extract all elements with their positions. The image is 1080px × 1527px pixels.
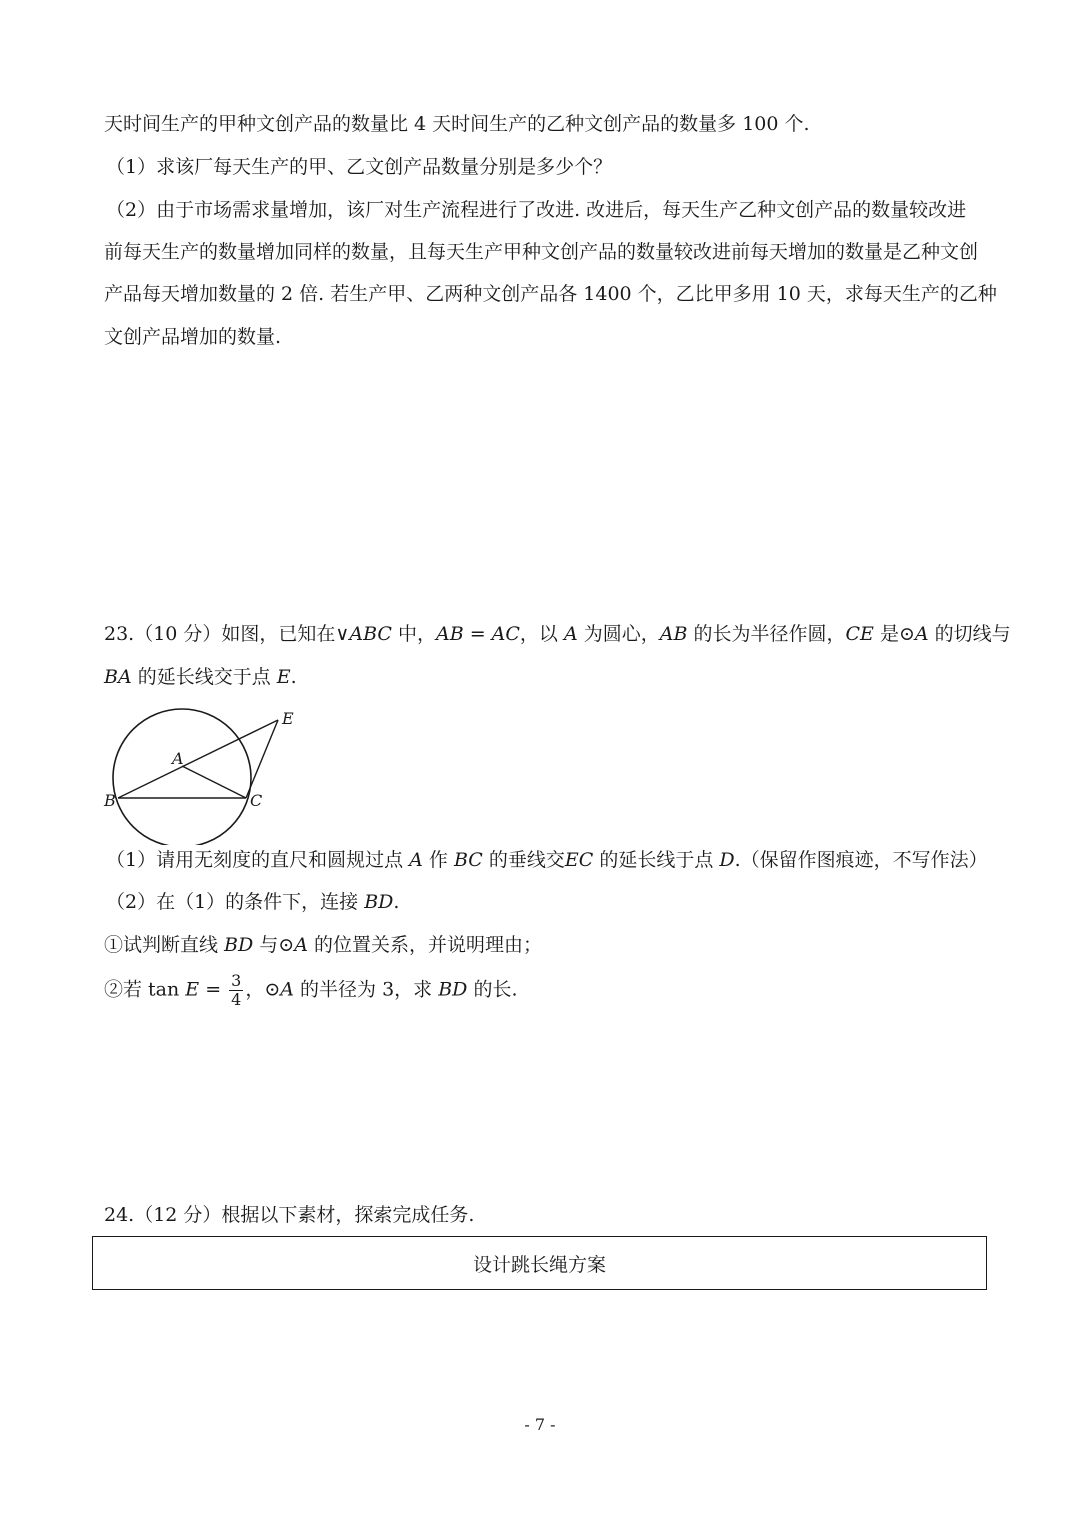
q22-part2-line2: 前每天生产的数量增加同样的数量，且每天生产甲种文创产品的数量较改进前每天增加的数量是乙种文创 — [104, 241, 979, 263]
q23-geometry-figure — [96, 700, 316, 845]
segment-be — [118, 720, 278, 798]
q22-part2-line3: 产品每天增加数量的 2 倍. 若生产甲、乙两种文创产品各 1400 个，乙比甲多用 10 天，求每天生产的乙种 — [104, 283, 997, 305]
q24-table-title: 设计跳长绳方案 — [472, 1253, 606, 1276]
page-number: - 7 - — [524, 1415, 556, 1434]
q23-stem-line2: BA 的延长线交于点 E. — [104, 666, 297, 688]
q24-stem: 24.（12 分）根据以下素材，探索完成任务. — [104, 1204, 475, 1226]
label-b: B — [104, 791, 116, 810]
q23-sub2: ②若 tan E = $\frac{3}{4}$ ，⊙A 的半径为 3，求 BD 的长. — [104, 971, 518, 1009]
q22-part2-line1: （2）由于市场需求量增加，该厂对生产流程进行了改进. 改进后，每天生产乙种文创产品的数量较改进 — [106, 199, 967, 221]
q23-stem-line1: 23.（10 分）如图，已知在∨ABC 中，AB = AC，以 A 为圆心，AB 的长为半径作圆，CE 是⊙A 的切线与 — [104, 623, 1011, 645]
q22-line1: 天时间生产的甲种文创产品的数量比 4 天时间生产的乙种文创产品的数量多 100 个. — [104, 113, 810, 135]
q23-sub1: ①试判断直线 BD 与⊙A 的位置关系，并说明理由； — [104, 934, 542, 956]
label-a: A — [172, 749, 184, 768]
label-e: E — [282, 709, 294, 728]
q24-table-header — [92, 1236, 987, 1290]
q23-part2: （2）在（1）的条件下，连接 BD. — [106, 891, 400, 913]
q22-part1: （1）求该厂每天生产的甲、乙文创产品数量分别是多少个？ — [106, 156, 613, 178]
q22-part2-line4: 文创产品增加的数量. — [104, 326, 282, 348]
q23-part1: （1）请用无刻度的直尺和圆规过点 A 作 BC 的垂线交EC 的延长线于点 D.（保留作图痕迹，不写作法） — [106, 849, 988, 871]
fraction-three-fourths: $\frac{3}{4}$ — [231, 971, 242, 1009]
label-c: C — [250, 791, 263, 810]
segment-ce — [246, 720, 278, 798]
segment-ac — [182, 766, 246, 798]
circle-a — [113, 709, 251, 845]
